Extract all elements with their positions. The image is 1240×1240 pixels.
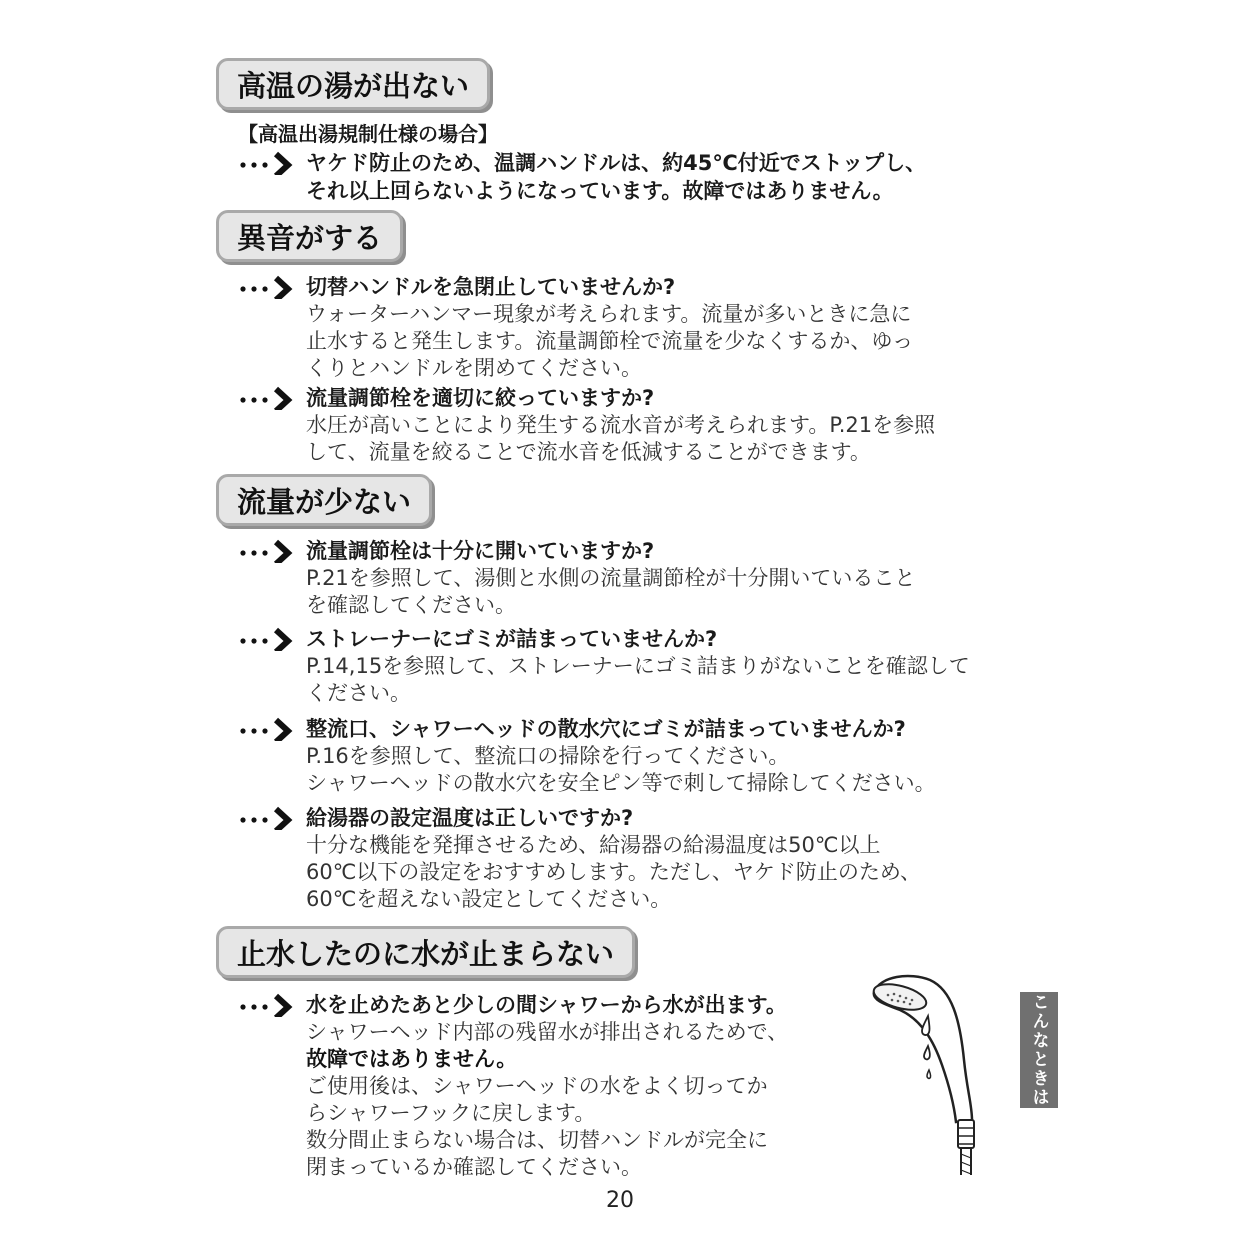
question-text: 流量調節栓は十分に開いていますか? xyxy=(306,539,655,563)
spec-note: 【高温出湯規制仕様の場合】 xyxy=(238,122,498,146)
answer-line: シャワーヘッド内部の残留水が排出されるためで、 xyxy=(306,1020,789,1044)
section-title-high-temp: 高温の湯が出ない xyxy=(216,58,490,110)
answer-line: 閉まっているか確認してください。 xyxy=(306,1155,642,1179)
answer-line: ヤケド防止のため、温調ハンドルは、約45℃付近でストップし、 xyxy=(306,151,927,175)
question-text: ストレーナーにゴミが詰まっていませんか? xyxy=(306,627,718,651)
answer-line: それ以上回らないようになっています。故障ではありません。 xyxy=(306,179,894,203)
qa-item xyxy=(238,149,1008,205)
dotted-arrow-icon xyxy=(238,539,298,563)
dotted-arrow-icon xyxy=(238,627,298,651)
dotted-arrow-icon xyxy=(238,386,298,410)
qa-item xyxy=(238,384,1008,466)
section-title-water-not-stopping: 止水したのに水が止まらない xyxy=(216,926,635,978)
answer-line: を確認してください。 xyxy=(306,593,516,617)
dotted-arrow-icon xyxy=(238,275,298,299)
dotted-arrow-icon xyxy=(238,993,298,1017)
question-text: 整流口、シャワーヘッドの散水穴にゴミが詰まっていませんか? xyxy=(306,717,906,741)
page-number: 20 xyxy=(606,1188,634,1213)
answer-line: して、流量を絞ることで流水音を低減することができます。 xyxy=(306,440,871,464)
answer-line: くりとハンドルを閉めてください。 xyxy=(306,356,642,380)
answer-line: 水圧が高いことにより発生する流水音が考えられます。P.21を参照 xyxy=(306,413,936,437)
answer-line-bold: 故障ではありません。 xyxy=(306,1047,518,1071)
dotted-arrow-icon xyxy=(238,717,298,741)
answer-line: 60℃以下の設定をおすすめします。ただし、ヤケド防止のため、 xyxy=(306,860,921,884)
answer-line: 60℃を超えない設定としてください。 xyxy=(306,887,672,911)
answer-line: 止水すると発生します。流量調節栓で流量を少なくするか、ゆっ xyxy=(306,329,914,353)
qa-item xyxy=(238,715,1008,797)
answer-line: P.16を参照して、整流口の掃除を行ってください。 xyxy=(306,744,790,768)
qa-item xyxy=(238,991,848,1181)
dotted-arrow-icon xyxy=(238,151,298,175)
question-text: 切替ハンドルを急閉止していませんか? xyxy=(306,275,676,299)
side-tab: こんなときは xyxy=(1020,992,1058,1108)
answer-line: P.14,15を参照して、ストレーナーにゴミ詰まりがないことを確認して xyxy=(306,654,970,678)
answer-line: 十分な機能を発揮させるため、給湯器の給湯温度は50℃以上 xyxy=(306,833,881,857)
answer-line: P.21を参照して、湯側と水側の流量調節栓が十分開いていること xyxy=(306,566,916,590)
qa-item xyxy=(238,273,1008,382)
qa-item xyxy=(238,625,1008,707)
section-title-low-flow: 流量が少ない xyxy=(216,474,432,526)
section-title-noise: 異音がする xyxy=(216,210,403,262)
qa-item xyxy=(238,537,1008,619)
answer-line: ください。 xyxy=(306,681,411,705)
qa-item xyxy=(238,804,1008,913)
question-text: 流量調節栓を適切に絞っていますか? xyxy=(306,386,655,410)
answer-line: 数分間止まらない場合は、切替ハンドルが完全に xyxy=(306,1128,768,1152)
shower-head-icon xyxy=(860,970,1010,1175)
question-text: 給湯器の設定温度は正しいですか? xyxy=(306,806,634,830)
answer-line: ご使用後は、シャワーヘッドの水をよく切ってか xyxy=(306,1074,768,1098)
question-text: 水を止めたあと少しの間シャワーから水が出ます。 xyxy=(306,993,787,1017)
answer-line: らシャワーフックに戻します。 xyxy=(306,1101,596,1125)
answer-line: シャワーヘッドの散水穴を安全ピン等で刺して掃除してください。 xyxy=(306,771,936,795)
answer-line: ウォーターハンマー現象が考えられます。流量が多いときに急に xyxy=(306,302,912,326)
dotted-arrow-icon xyxy=(238,806,298,830)
